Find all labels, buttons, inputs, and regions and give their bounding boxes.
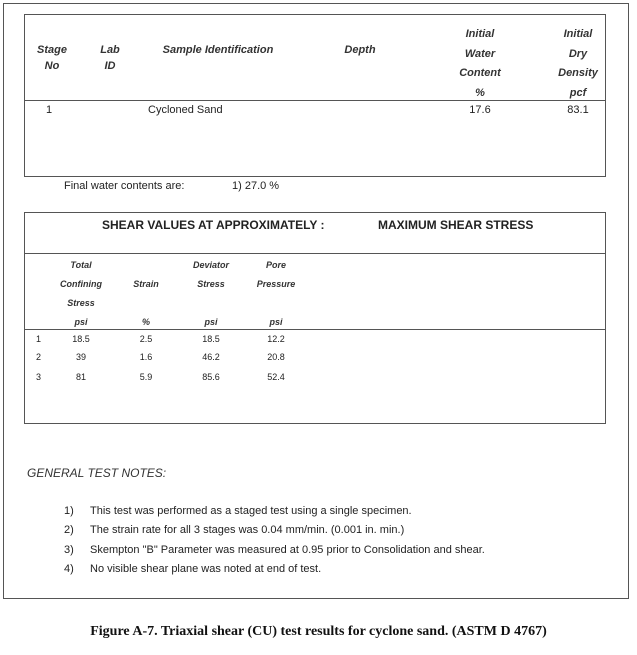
header-density-line4: pcf (569, 86, 587, 99)
header-water-line1: Initial (465, 28, 495, 40)
note-1-number: 1) (64, 505, 74, 517)
header-strain-line2: % (141, 317, 150, 327)
shear-row-1-pore: 12.2 (267, 334, 285, 344)
note-4-number: 4) (64, 563, 74, 575)
header-water-line2: Water (464, 47, 496, 60)
shear-title-rule (24, 253, 606, 254)
stage-row-stage: 1 (46, 104, 53, 116)
header-deviator-stress (182, 256, 240, 332)
note-1-text: This test was performed as a staged test using a single specimen. (90, 505, 412, 517)
stage-row-water-content: 17.6 (469, 104, 491, 116)
header-strain-line1: Strain (133, 279, 159, 289)
figure-caption: Figure A-7. Triaxial shear (CU) test results for cyclone sand. (ASTM D 4767) (90, 624, 547, 639)
header-confining-line1: Total (70, 260, 92, 270)
header-stage (30, 44, 74, 72)
final-water-label: Final water contents are: (64, 180, 185, 192)
stage-row-sample: Cycloned Sand (148, 104, 223, 116)
header-deviator-line1: Deviator (192, 260, 229, 270)
shear-row-1-confining: 18.5 (72, 334, 90, 344)
header-confining-line4: psi (74, 317, 88, 327)
stage-row-dry-density: 83.1 (567, 104, 589, 116)
header-deviator-line2: Stress (197, 279, 225, 289)
shear-row-2-confining: 39 (75, 352, 86, 362)
header-lab-line1: Lab (100, 44, 120, 56)
shear-row-3-number: 3 (36, 372, 42, 382)
shear-title: SHEAR VALUES AT APPROXIMATELY : (102, 218, 325, 232)
header-confining-line3: Stress (67, 298, 95, 308)
shear-row-2-pore: 20.8 (267, 352, 285, 362)
header-density-line3: Density (558, 67, 598, 79)
header-deviator-line3: psi (204, 317, 218, 327)
shear-row-2-deviator: 46.2 (202, 352, 220, 362)
header-initial-water-content (450, 25, 510, 103)
shear-row-2-strain: 1.6 (139, 352, 153, 362)
shear-row-2-number: 2 (36, 352, 42, 362)
shear-row-1-strain: 2.5 (139, 334, 153, 344)
stage-table (24, 14, 606, 177)
note-3-text: Skempton "B" Parameter was measured at 0.95 prior to Consolidation and shear. (90, 544, 485, 556)
header-total-confining-stress (48, 256, 114, 332)
shear-title-right: MAXIMUM SHEAR STRESS (378, 218, 534, 232)
header-water-line3: Content (459, 67, 501, 79)
header-pore-line1: Pore (265, 260, 286, 270)
header-water-line4: % (475, 86, 485, 99)
shear-row-3-deviator: 85.6 (202, 372, 220, 382)
note-2-text: The strain rate for all 3 stages was 0.04 mm/min. (0.001 in. min.) (90, 524, 405, 536)
header-pore-line2: Pressure (256, 279, 296, 289)
notes-title: GENERAL TEST NOTES: (27, 466, 167, 480)
final-water-value: 1) 27.0 % (232, 180, 280, 192)
header-confining-line2: Confining (60, 279, 102, 289)
header-strain (124, 275, 168, 332)
header-sample-identification: Sample Identification (162, 44, 274, 56)
stage-table-header-rule (24, 100, 606, 101)
shear-row-1-number: 1 (36, 334, 42, 344)
header-lab (92, 44, 128, 72)
note-2-number: 2) (64, 524, 74, 536)
shear-row-1-deviator: 18.5 (202, 334, 220, 344)
header-stage-line2: No (44, 60, 60, 72)
header-lab-line2: ID (104, 60, 116, 72)
shear-row-3-strain: 5.9 (139, 372, 153, 382)
shear-row-3-pore: 52.4 (267, 372, 285, 382)
note-4-text: No visible shear plane was noted at end of test. (90, 563, 322, 575)
note-3-number: 3) (64, 544, 74, 556)
header-pore-pressure (248, 256, 304, 332)
shear-row-3-confining: 81 (75, 372, 86, 382)
header-density-line2: Dry (568, 47, 588, 60)
header-pore-line3: psi (269, 317, 283, 327)
header-density-line1: Initial (563, 28, 593, 40)
header-initial-dry-density (548, 25, 608, 103)
header-stage-line1: Stage (37, 44, 67, 56)
header-depth: Depth (344, 44, 376, 56)
